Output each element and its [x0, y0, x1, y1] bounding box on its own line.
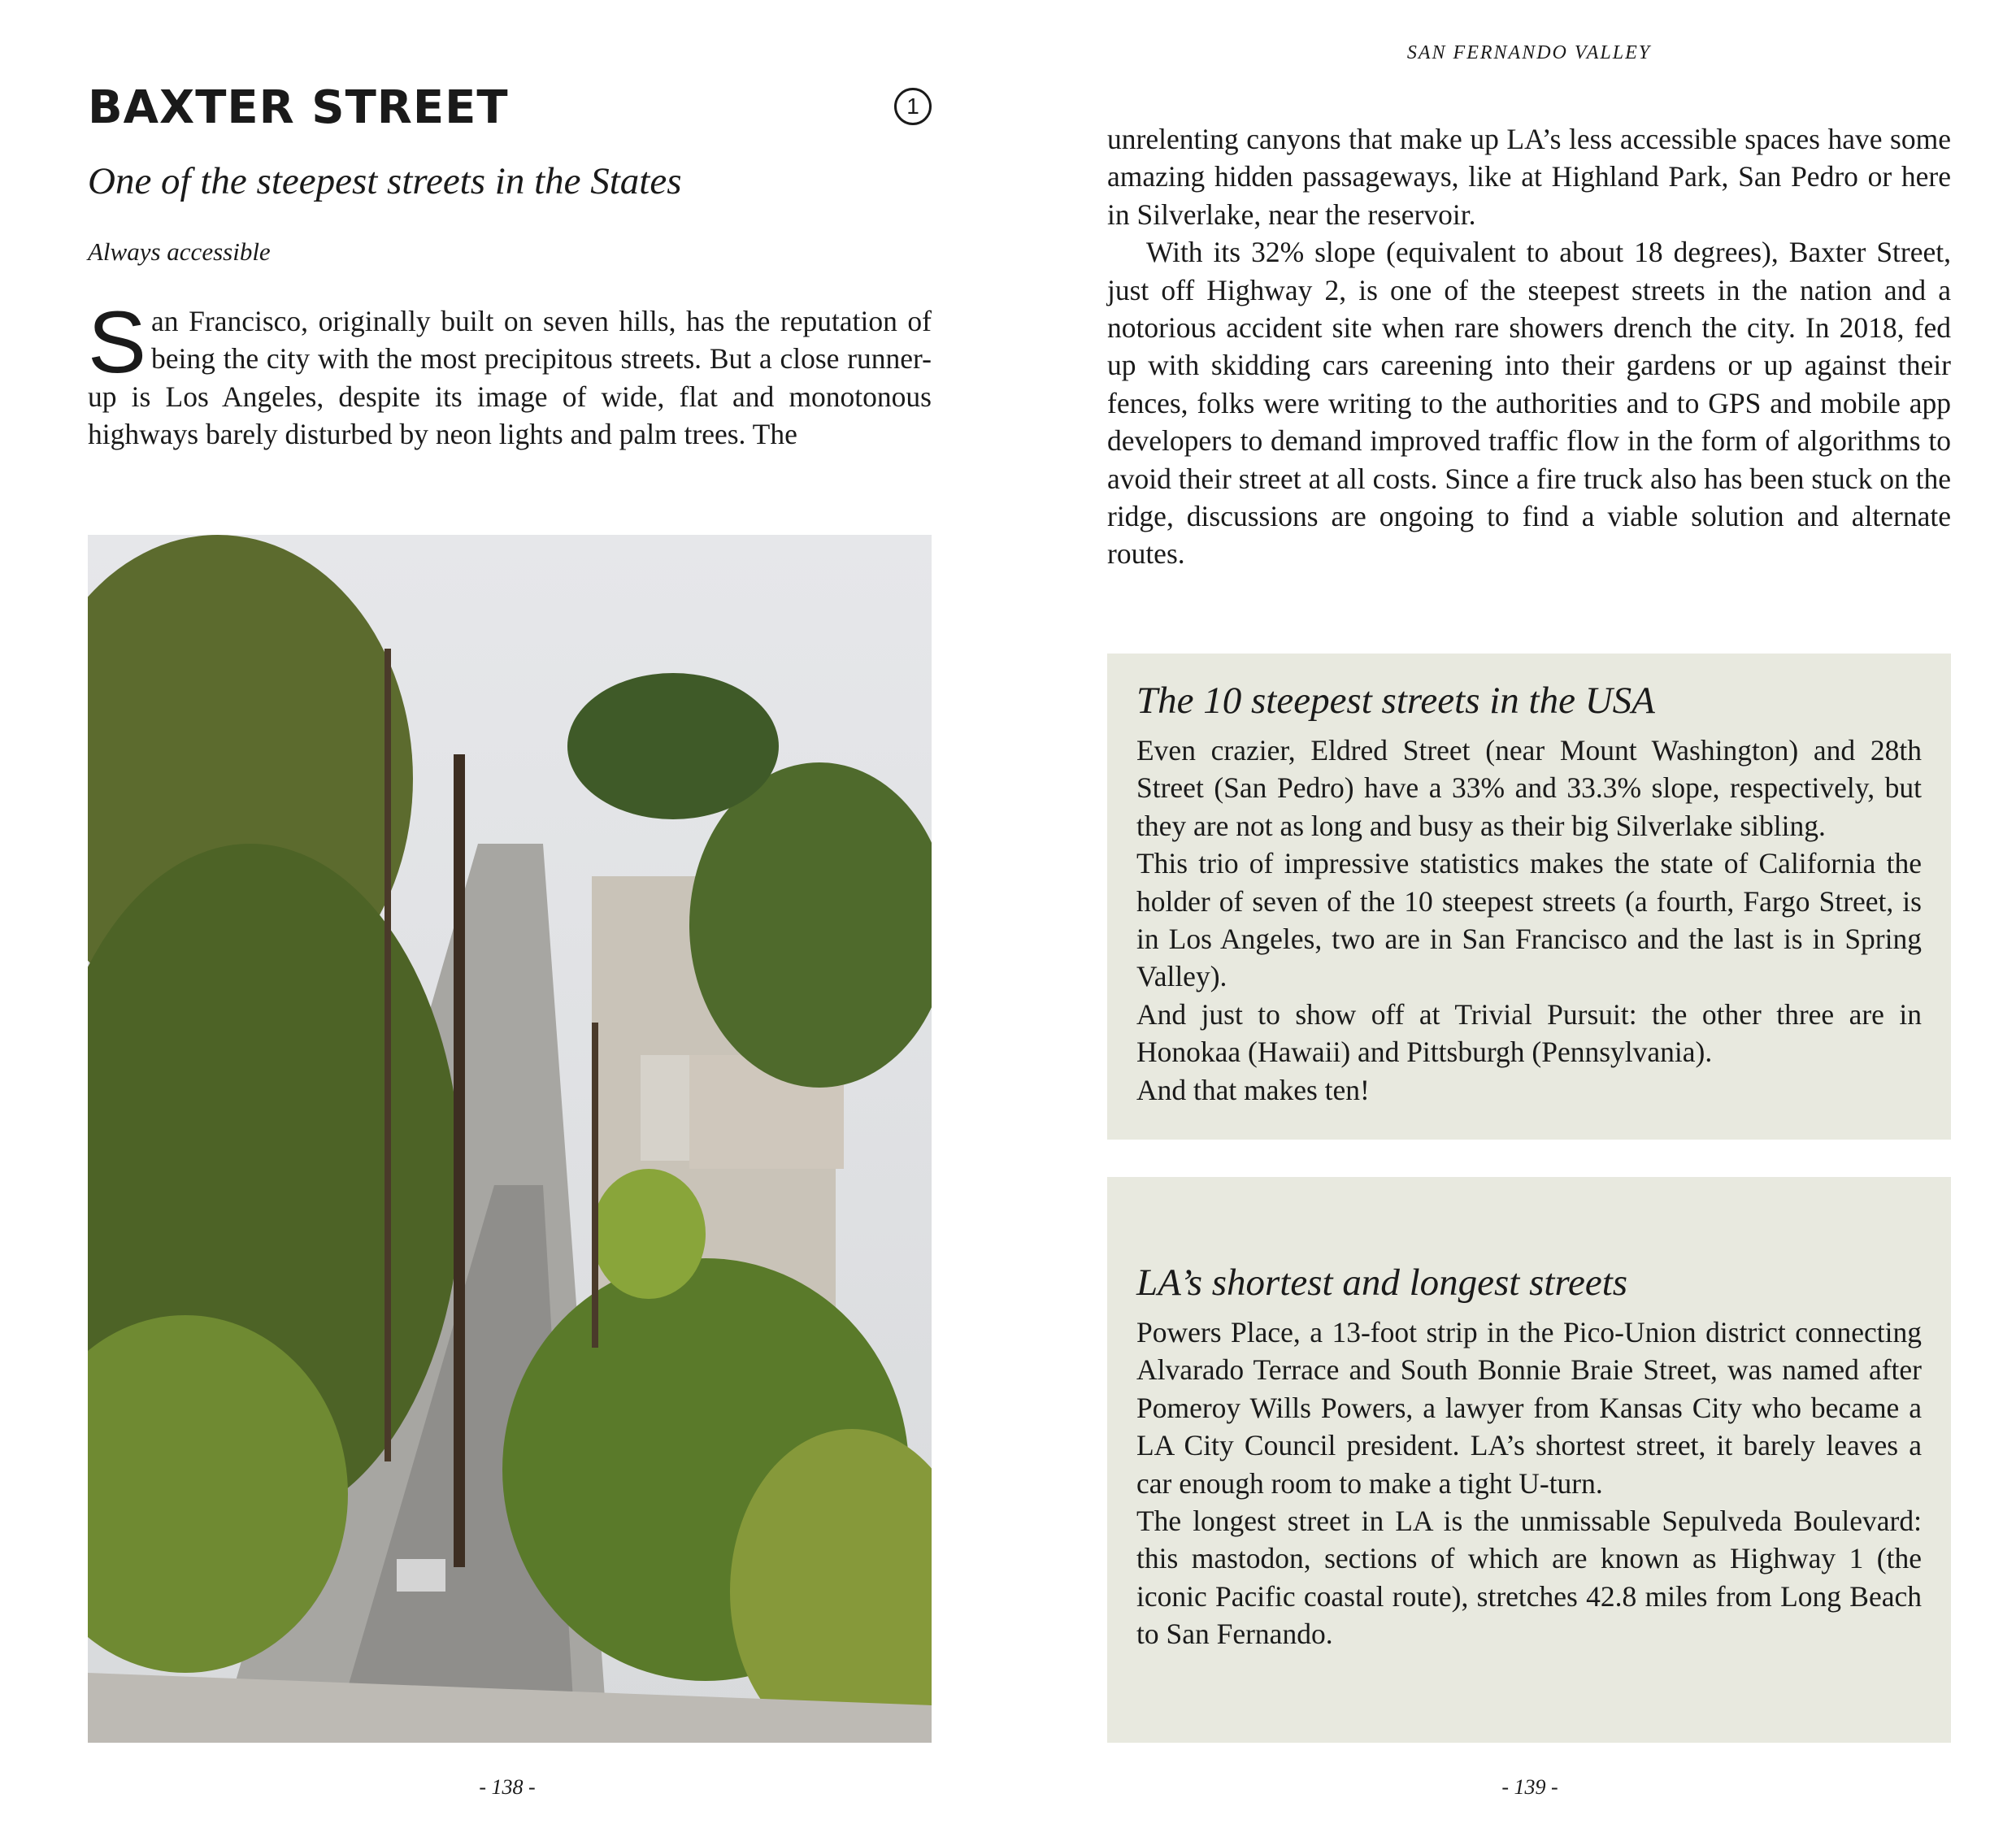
drop-cap: S — [88, 293, 147, 391]
intro-paragraph — [88, 293, 932, 454]
access-info: Always accessible — [88, 237, 271, 266]
sidebar-box-steepest-streets — [1107, 654, 1951, 1140]
street-photo — [88, 535, 932, 1743]
entry-number-badge: 1 — [894, 88, 932, 125]
steep-street-photo-illustration — [88, 535, 932, 1743]
running-header: SAN FERNANDO VALLEY — [1406, 42, 1652, 63]
continued-text — [1107, 120, 1951, 573]
box-line: And just to show off at Trivial Pursuit: the other three are in Honokaa (Hawaii) and Pittsburgh (Pennsylvania). — [1136, 997, 1922, 1069]
article-title: BAXTER STREET — [88, 81, 509, 134]
box-title: LA’s shortest and longest streets — [1136, 1262, 1628, 1304]
page-number-right: - 139 - — [1501, 1775, 1558, 1799]
box-line: This trio of impressive statistics makes the state of California the holder of seven of the 10 steepest streets (a fourth, Fargo Street, is in Los Angeles, two are in San Francisco and the last is in Spring Valley). — [1136, 847, 1922, 993]
sidebar-box-shortest-longest — [1107, 1177, 1951, 1743]
article-subtitle: One of the steepest streets in the States — [88, 160, 682, 202]
box-title: The 10 steepest streets in the USA — [1136, 680, 1655, 722]
box-line: Powers Place, a 13-foot strip in the Pico-Union district connecting Alvarado Terrace and South Bonnie Braie Street, was named after Pomeroy Wills Powers, a lawyer from Kansas City who became a LA City Council president. LA’s shortest street, it barely leaves a car enough room to make a tight U-turn. — [1136, 1316, 1922, 1500]
page-number-left: - 138 - — [479, 1775, 536, 1799]
box-line: And that makes ten! — [1136, 1073, 1370, 1106]
box-line: The longest street in LA is the unmissable Sepulveda Boulevard: this mastodon, sections of which are known as Highway 1 (the iconic Pacific coastal route), stretches 42.8 miles from Long Beach to San Fernando. — [1136, 1505, 1922, 1651]
box-line: Even crazier, Eldred Street (near Mount Washington) and 28th Street (San Pedro) have a 33% and 33.3% slope, respectively, but they are not as long and busy as their big Silverlake sibling. — [1136, 734, 1922, 842]
paragraph: unrelenting canyons that make up LA’s less accessible spaces have some amazing hidden passageways, like at Highland Park, San Pedro or here in Silverlake, near the reservoir. — [1107, 123, 1951, 231]
paragraph: With its 32% slope (equivalent to about 18 degrees), Baxter Street, just off Highway 2, is one of the steepest streets in the nation and a notorious accident site when rare showers drench the city. In 2018, fed up with skidding cars careening into their gardens or up against their fences, folks were writing to the authorities and to GPS and mobile app developers to demand improved traffic flow in the form of algorithms to avoid their street at all costs. Since a fire truck also has been stuck on the ridge, discussions are ongoing to find a viable solution and alternate routes. — [1107, 236, 1951, 571]
intro-text: an Francisco, originally built on seven hills, has the reputation of being the city with the most precipitous streets. But a close runner-up is Los Angeles, despite its image of wide, flat and monotonous highways barely disturbed by neon lights and palm trees. The — [88, 305, 932, 451]
